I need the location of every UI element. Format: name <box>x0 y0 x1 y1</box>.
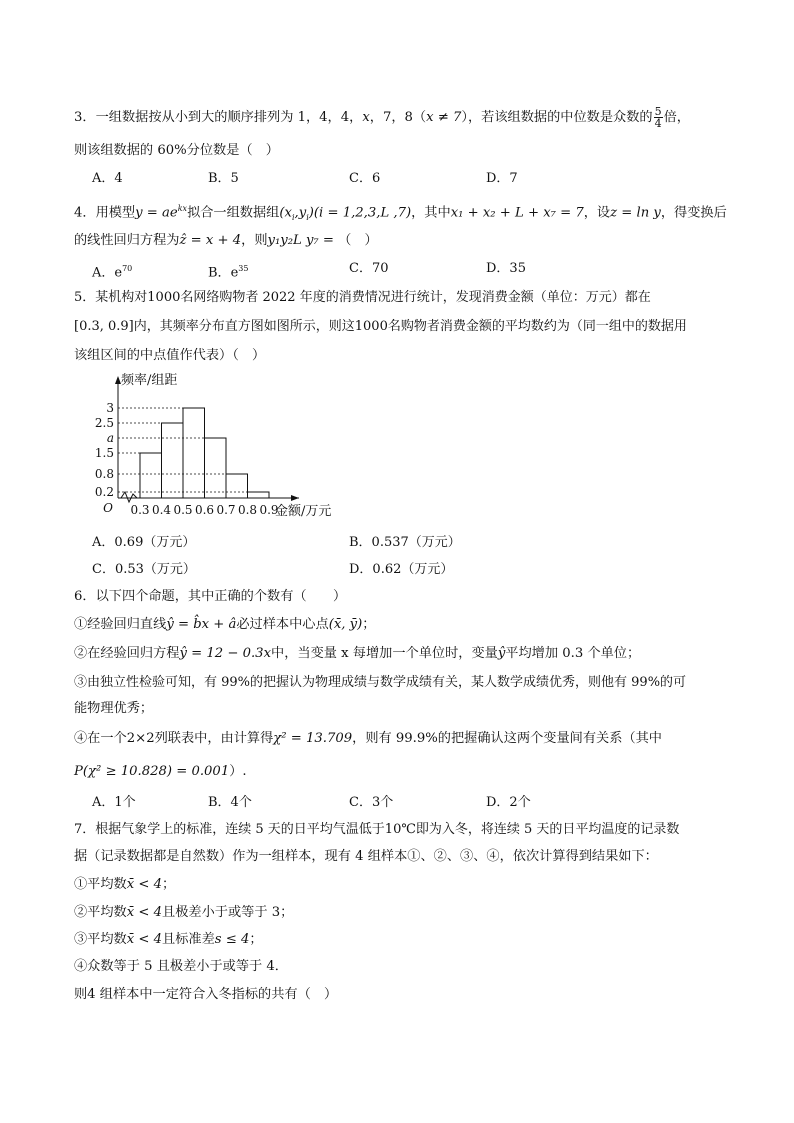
q7-c3-text-c: ； <box>249 932 263 947</box>
q5-line1: 5．某机构对1000名网络购物者 2022 年度的消费情况进行统计，发现消费金额（单位：万元）都在 <box>74 290 651 305</box>
q4-text-b: 拟合一组数据组 <box>187 205 280 221</box>
q7-c2-eq: x̄ < 4 <box>126 905 163 920</box>
q7-c2-text-b: 且极差小于或等于 3； <box>162 905 294 920</box>
x-axis-arrow <box>291 495 299 501</box>
q4-option-a <box>92 260 132 282</box>
q5-option-c: C．0.53（万元） <box>92 562 196 577</box>
q6-p2-eq: ŷ = 12 − 0.3x <box>179 646 272 661</box>
x-tick-label: 0.9 <box>259 503 279 517</box>
q4-sum-expr: x₁ + x₂ + L + x₇ = 7 <box>450 205 584 221</box>
y-tick-label: 2.5 <box>94 416 114 430</box>
q4-model-exp: kx <box>177 204 188 213</box>
q6-p1-text-a: ①经验回归直线 <box>74 617 167 632</box>
q6-p4-table: 2×2 <box>126 731 155 746</box>
q3-line1 <box>74 106 690 129</box>
q5-interval: [0.3, 0.9] <box>74 319 134 334</box>
y-tick-label: 0.8 <box>94 467 114 481</box>
q6-p4-text-b: 列联表中，由计算得 <box>154 731 274 746</box>
q3-option-c: C．6 <box>349 171 381 186</box>
q7-c1-text-a: ①平均数 <box>74 877 127 892</box>
q4-data-group3: )(i = 1,2,3,L ,7) <box>308 205 412 221</box>
histogram-bar <box>226 474 248 498</box>
y-tick-label: a <box>106 431 114 445</box>
q6-p1-text-b: 必过样本中心点 <box>236 617 329 632</box>
q5-line2 <box>74 318 687 336</box>
q5-line3: 该组区间的中点值作代表）（ ） <box>74 348 266 363</box>
x-tick-label: 0.3 <box>130 503 150 517</box>
q4-text-e: ，得变换后 <box>660 205 727 221</box>
q7-c3-eq: x̄ < 4 <box>126 932 163 947</box>
q4-text-f: 的线性回归方程为 <box>74 233 180 248</box>
origin-label: O <box>103 501 113 515</box>
q4-line1: 4．用模型$y = ae^{kx}$拟合一组数据组$(x_i,y_i)(i = 1,2,3,L$ ,7)，其中x₁ + x₂ + L + x₇ = 7，设z = ln y，得变换后 <box>74 204 727 223</box>
q4-option-a-base: e <box>114 265 123 281</box>
q4-product: y₁y₂L y₇ <box>267 233 319 248</box>
histogram-bar <box>183 408 205 498</box>
q4-reg-eq: ẑ = x + 4 <box>179 233 242 248</box>
x-tick-label: 0.7 <box>216 503 236 517</box>
q6-option-b: B．4个 <box>208 795 252 810</box>
q4-option-b-label: B． <box>208 265 231 281</box>
q6-p4-text-c: ，则有 99.9%的把握确认这两个变量间有关系（其中 <box>352 731 662 746</box>
q6-p4-line2 <box>74 763 247 781</box>
q4-text-d: ，设 <box>583 205 611 221</box>
histogram-bar <box>140 453 162 498</box>
q3-condition: x ≠ 7 <box>426 110 462 125</box>
q4-z-def: z = ln y <box>610 205 661 221</box>
q7-c1-eq: x̄ < 4 <box>126 877 163 892</box>
histogram-chart <box>70 370 340 530</box>
q7-c3-s: s ≤ 4 <box>214 932 250 947</box>
q6-option-d: D．2个 <box>486 795 531 810</box>
y-tick-label: 1.5 <box>94 446 114 460</box>
q7-cond3 <box>74 931 263 949</box>
q5-line2-text: 内，其频率分布直方图如图所示，则这1000名购物者消费金额的平均数约为（同一组中的数据用 <box>133 319 687 334</box>
q3-text-d: 倍， <box>663 110 690 125</box>
q4-option-b-exp: 35 <box>238 264 249 273</box>
q3-text-a: 3．一组数据按从小到大的顺序排列为 1，4，4， <box>74 110 363 125</box>
q7-cond4: ④众数等于 5 且极差小于或等于 4． <box>74 959 288 974</box>
q7-cond2 <box>74 904 293 922</box>
q6-p1-eq: ŷ = b̂x + â <box>166 617 237 632</box>
q4-text-g: ，则 <box>241 233 268 248</box>
q3-frac-num: 5 <box>654 105 662 118</box>
q3-fraction <box>654 106 663 129</box>
q4-text-h: = （ ） <box>318 233 378 248</box>
q4-option-b-base: e <box>230 265 239 281</box>
q7-line1: 7．根据气象学上的标准，连续 5 天的日平均气温低于10℃即为入冬，将连续 5 天的日平均温度的记录数 <box>74 822 680 837</box>
q4-option-d: D．35 <box>486 261 526 276</box>
q6-p2-y: ŷ <box>497 646 506 661</box>
q3-text-b: ，7，8（ <box>369 110 427 125</box>
q4-option-c: C．70 <box>349 261 389 276</box>
q6-p1-text-c: ； <box>362 617 376 632</box>
q3-text-c: ），若该组数据的中位数是众数的 <box>461 110 653 125</box>
histogram-bar <box>162 423 184 498</box>
x-tick-label: 0.5 <box>173 503 193 517</box>
q6-p4 <box>74 730 662 748</box>
q4-data-group2: ,y <box>294 205 307 221</box>
q7-c1-text-b: ； <box>162 877 176 892</box>
q4-model: y = ae <box>135 205 178 221</box>
q7-c3-text-a: ③平均数 <box>74 932 127 947</box>
q3-option-b: B．5 <box>208 171 239 186</box>
q6-p3-line1: ③由独立性检验可知，有 99%的把握认为物理成绩与数学成绩有关，某人数学成绩优秀，则他有 99%的可 <box>74 675 687 690</box>
x-tick-label: 0.8 <box>237 503 258 517</box>
q7-last: 则4 组样本中一定符合入冬指标的共有（ ） <box>74 987 338 1002</box>
q4-option-a-label: A． <box>92 265 115 281</box>
x-tick-label: 0.4 <box>151 503 172 517</box>
q3-option-a: A．4 <box>92 171 123 186</box>
q6-p4-text-a: ④在一个 <box>74 731 127 746</box>
q6-option-a: A．1个 <box>92 795 136 810</box>
q6-option-c: C．3个 <box>349 795 394 810</box>
q4-option-b <box>208 260 248 282</box>
y-tick-label: 3 <box>106 401 114 415</box>
q6-p2-text-a: ②在经验回归方程 <box>74 646 180 661</box>
q4-text-a: 4．用模型 <box>74 205 136 221</box>
q6-p1-point: (x̄, ȳ) <box>328 617 363 632</box>
q6-p2 <box>74 645 640 663</box>
x-axis-title: 金额/万元 <box>275 504 332 519</box>
q6-p3-line2: 能物理优秀； <box>74 701 154 716</box>
x-tick-label: 0.6 <box>194 503 215 517</box>
q6-p4-chi: χ² = 13.709 <box>273 731 353 746</box>
q7-line2: 据（记录数据都是自然数）作为一组样本，现有 4 组样本①、②、③、④，依次计算得到结果如下： <box>74 849 658 864</box>
q6-p2-text-b: 中，当变量 x 每增加一个单位时，变量 <box>271 646 498 661</box>
q6-p4-prob: P(χ² ≥ 10.828) = 0.001 <box>74 764 230 779</box>
q6-p4-text-d: ）. <box>229 764 247 779</box>
q4-data-group: (x <box>279 205 292 221</box>
q6-line1: 6．以下四个命题，其中正确的个数有（ ） <box>74 589 347 604</box>
q4-text-c: ，其中 <box>411 205 451 221</box>
q4-option-a-exp: 70 <box>122 264 133 273</box>
y-axis-title: 频率/组距 <box>121 373 178 388</box>
q5-option-a: A．0.69（万元） <box>92 535 196 550</box>
q7-cond1 <box>74 876 175 894</box>
q7-c2-text-a: ②平均数 <box>74 905 127 920</box>
q7-c3-text-b: 且标准差 <box>162 932 215 947</box>
q3-line2: 则该组数据的 60%分位数是（ ） <box>74 143 279 158</box>
y-tick-label: 0.2 <box>94 485 114 499</box>
axis-break <box>121 492 137 502</box>
q3-var-x: x <box>362 110 370 125</box>
q5-option-d: D．0.62（万元） <box>349 562 454 577</box>
q5-option-b: B．0.537（万元） <box>349 535 461 550</box>
q6-p1 <box>74 616 375 634</box>
histogram-bar <box>248 492 270 498</box>
q4-line2 <box>74 232 378 250</box>
histogram-bar <box>205 438 227 498</box>
q3-frac-den: 4 <box>654 117 662 130</box>
q3-option-d: D．7 <box>486 171 518 186</box>
q6-p2-text-c: 平均增加 0.3 个单位； <box>505 646 641 661</box>
